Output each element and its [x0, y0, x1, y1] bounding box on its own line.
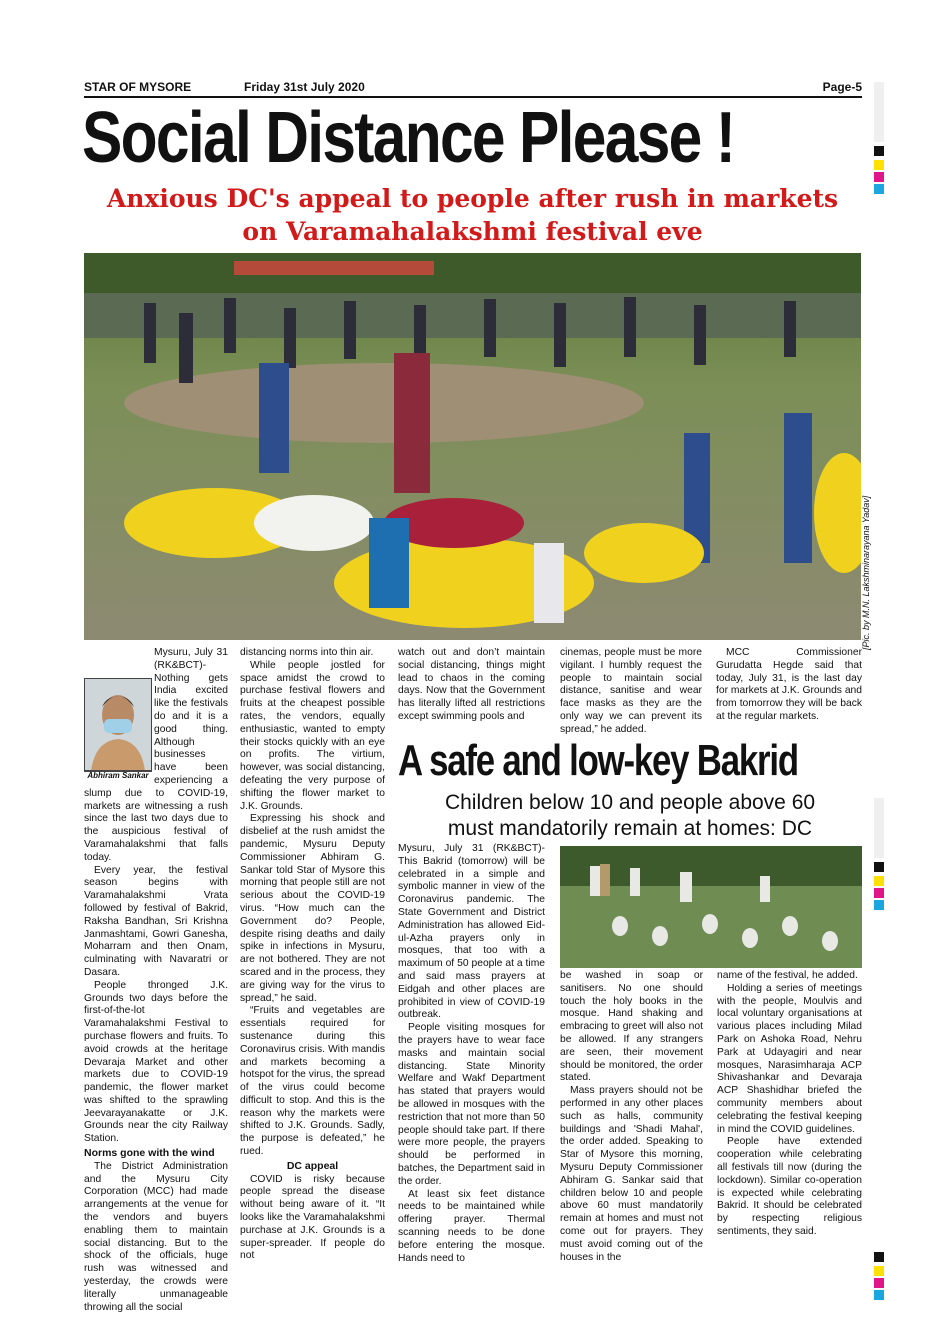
registration-magenta [874, 172, 884, 182]
story2-paragraph: Mass prayers should not be performed in any other places such as halls, community buildings and 'Shadi Mahal', the order added. Speaking to Star of Mysore this morning, Mysuru Deputy Commissioner Abhiram G. Sankar said that children below 10 and people above 60 must mandatorily remain at homes and must not come out for prayers. They must avoid coming out of the houses in the [560, 1085, 703, 1263]
story2-paragraph: name of the festival, he added. [717, 970, 858, 981]
registration-yellow [874, 1266, 884, 1276]
story1-paragraph: distancing norms into thin air. [240, 647, 374, 658]
bakrid-deck-line-2: must mandatorily remain at homes: DC [447, 817, 813, 840]
registration-cyan [874, 184, 884, 194]
story2-column-3 [717, 970, 862, 1268]
story1-subhead-dc-appeal: DC appeal [286, 1159, 339, 1172]
story1-paragraph: “Fruits and vegetables are essentials required for sustenance during this Coronavirus crisis. With mandis and markets becoming a hotspot for the virus, the spread of the virus could become difficult to stop. And this is the reason why the markets were shifted to J.K. Grounds. Sadly, the purpose is defeated,” he rued. [240, 1005, 385, 1158]
story1-paragraph: COVID is risky because people spread the disease without being aware of it. “It looks like the Varamahalakshmi purchase at J.K. Grounds is a super-spreader. If people do not [240, 1173, 385, 1262]
registration-cyan [874, 900, 884, 910]
issue-date: Friday 31st July 2020 [244, 80, 365, 94]
main-headline: Social Distance Please ! [82, 98, 735, 178]
main-subhead [60, 182, 885, 248]
market-crowd-photo [84, 253, 861, 640]
headshot-spacer [84, 647, 154, 777]
subhead-line-1: Anxious DC's appeal to people after rush in markets [106, 184, 839, 213]
story1-paragraph: Every year, the festival season begins with Varamahalakshmi Vrata followed by festival of Bakrid, Raksha Bandhan, Sri Krishna Janmashtami, Gowri Ganesha, Moharram and then Onam, culminating with Navaratri or Dasara. [84, 864, 228, 978]
headshot-caption: Abhiram Sankar [84, 770, 152, 780]
story2-column-2 [560, 970, 703, 1268]
story2-column-1 [398, 843, 545, 1268]
registration-black [874, 862, 884, 872]
story1-paragraph: The District Administration and the Mysuru City Corporation (MCC) had made arrangements at the venue for the vendors and buyers enabling them to maintain social distancing. But to the shock of the officials, huge rush was witnessed and yesterday, the crowds were literally unmanageable throwing all the social [84, 1160, 228, 1313]
registration-yellow [874, 876, 884, 886]
story1-column-4 [560, 647, 702, 735]
page-number: Page-5 [822, 80, 862, 94]
story1-paragraph: People thronged J.K. Grounds two days before the first-of-the-lot Varamahalakshmi Festival to purchase flowers and fruits. To avoid crowds at the heritage Devaraja Market and other markets due to COVID-19 pandemic, the flower market was shifted to the sprawling Jeevarayanakatte or J.K. Grounds near the city Railway Station. [84, 979, 228, 1145]
bakrid-headline: A safe and low-key Bakrid [398, 736, 798, 785]
story1-column-2 [240, 647, 385, 1267]
meeting-photo-graphic [560, 846, 862, 968]
registration-black [874, 146, 884, 156]
bakrid-deck-line-1: Children below 10 and people above 60 [444, 791, 816, 814]
registration-magenta [874, 1278, 884, 1288]
story1-paragraph: MCC Commissioner Gurudatta Hegde said that today, July 31, is the last day for markets at J.K. Grounds and from tomorrow they will be back at the regular markets. [716, 647, 862, 722]
subhead-line-2: on Varamahalakshmi festival eve [242, 217, 703, 246]
story2-paragraph: be washed in soap or sanitisers. No one should touch the holy books in the mosque. Hand shaking and embracing to greet will also not be allowed. If any strangers are seen, their movement should be monitored, the order stated. [560, 970, 703, 1084]
bakrid-deck [398, 790, 862, 842]
masthead [84, 80, 862, 96]
paper-name: STAR OF MYSORE [84, 80, 192, 94]
story1-column-5 [716, 647, 862, 732]
story1-paragraph: Mysuru, July 31 (RK&BCT)- Nothing gets India excited like the festivals do and it is a good thing. Although businesses have been experiencing a slump due to COVID-19, markets are witnessing a rush since the last two days due to the auspicious festival of Varamahalakshmi that falls today. [84, 647, 228, 863]
story1-column-1 [84, 647, 228, 1313]
story1-column-3 [398, 647, 545, 732]
story1-paragraph: While people jostled for space amidst the crowd to purchase festival flowers and fruits at the cheapest possible rates, the vendors, equally enthusiastic, wanted to empty their stocks quickly with an eye on profits. The virtium, however, was social distancing, defeating the very purpose of shifting the flower market to J.K. Grounds. [240, 659, 385, 812]
registration-magenta [874, 888, 884, 898]
story2-paragraph: Holding a series of meetings with the people, Moulvis and local voluntary organisations at various places including Milad Park on Ashoka Road, Nehru Park at Udayagiri and near mosques, Narasimharaja ACP Shivashankar and Devaraja ACP Shashidhar briefed the community members about celebrating the festival keeping in mind the COVID guidelines. [717, 982, 862, 1135]
photo-credit-text: [Pic. by M.N. Lakshminarayana Yadav] [861, 495, 871, 650]
registration-bar [874, 798, 884, 858]
story2-paragraph: Mysuru, July 31 (RK&BCT)- This Bakrid (tomorrow) will be celebrated in a simple and symbolic manner in view of the Coronavirus pandemic. The State Government and District Administration has allowed Eid-ul-Azha prayers only in mosques, that too with a maximum of 50 people at a time and said mass prayers at Eidgah and other places are prohibited in view of COVID-19 outbreak. [398, 843, 545, 1021]
story1-paragraph: Expressing his shock and disbelief at the rush amidst the pandemic, Mysuru Deputy Commissioner Abhiram G. Sankar told Star of Mysore this morning that people still are not serious about the COVID-19 virus. “How much can the Government do? People, despite rising deaths and daily spike in infections in Mysuru, are not bothered. They are not scared and in the process, they are giving way for the virus to spread,” he said. [240, 813, 385, 1004]
story2-paragraph: At least six feet distance needs to be maintained while offering prayer. Thermal scanning needs to be done before entering the mosque. Hands need to [398, 1188, 545, 1264]
photo-credit [861, 470, 875, 650]
story1-paragraph: cinemas, people must be more vigilant. I humbly request the people to maintain social distance, sanitise and wear face masks as they are the only way we can prevent its spread,” he added. [560, 647, 702, 735]
registration-bar [874, 82, 884, 142]
story1-paragraph: watch out and don’t maintain social distancing, things might lead to chaos in the coming days. Now that the Government has literally lifted all restrictions except swimming pools and [398, 647, 545, 722]
story2-paragraph: People visiting mosques for the prayers have to wear face masks and maintain social distancing. State Minority Welfare and Wakf Department has stated that prayers would be allowed in mosques with the restriction that not more than 50 people should take part. If there were more people, the prayers should be performed in batches, the Department said in the order. [398, 1022, 545, 1187]
registration-cyan [874, 1290, 884, 1300]
story1-subhead-norms: Norms gone with the wind [84, 1147, 215, 1160]
meeting-photo [560, 846, 862, 968]
market-crowd-photo-graphic [84, 253, 861, 640]
registration-yellow [874, 160, 884, 170]
registration-black [874, 1252, 884, 1262]
story2-paragraph: People have extended cooperation while celebrating all festivals till now (during the lockdown). Similar co-operation is expected while celebrating Bakrid. It should be celebrated by respecting religious sentiments, they said. [717, 1136, 862, 1237]
